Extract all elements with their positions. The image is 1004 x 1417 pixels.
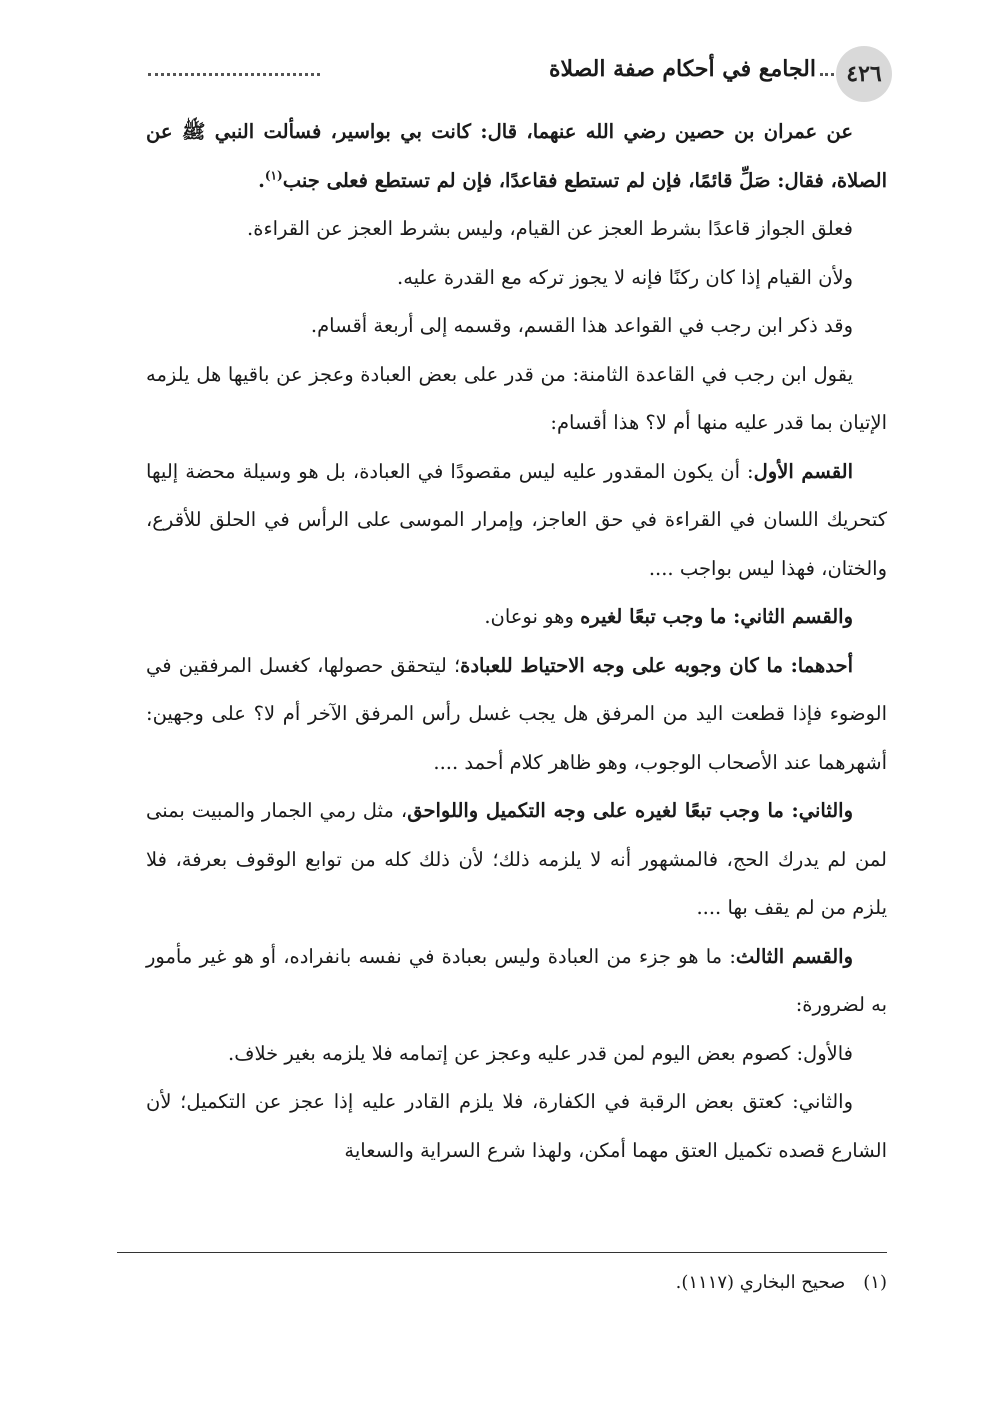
section-text: : أن يكون المقدور عليه ليس مقصودًا في العبادة، بل هو وسيلة محضة إليها كتحريك اللسان في القراءة في حق العاجز، وإمرار الموسى على الرأس في الحلق للأقرع، والختان، فهذا ليس بواجب .... <box>146 459 887 580</box>
paragraph: ولأن القيام إذا كان ركنًا فإنه لا يجوز تركه مع القدرة عليه. <box>397 265 853 289</box>
paragraph: فالأول: كصوم بعض اليوم لمن قدر عليه وعجز عن إتمامه فلا يلزمه بغير خلاف. <box>228 1041 853 1065</box>
paragraph-section-1 <box>146 448 887 594</box>
paragraph-section-2 <box>146 593 887 642</box>
paragraph-type-1 <box>146 642 887 788</box>
section-text: ، مثل رمي الجمار والمبيت بمنى لمن لم يدرك الحج، فالمشهور أنه لا يلزمه ذلك؛ لأن ذلك كله من توابع الوقوف بعرفة، فلا يلزم من لم يقف بها .... <box>146 799 887 919</box>
running-title: الجامع في أحكام صفة الصلاة <box>548 56 816 82</box>
paragraph-section-3 <box>146 933 887 1030</box>
paragraph: فعلق الجواز قاعدًا بشرط العجز عن القيام، وليس بشرط العجز عن القراءة. <box>247 217 853 240</box>
paragraph: يقول ابن رجب في القاعدة الثامنة: من قدر على بعض العبادة وعجز عن باقيها هل يلزمه الإتيان بما قدر عليه منها أم لا؟ هذا أقسام: <box>146 362 887 434</box>
page-number: ٤٢٦ <box>836 46 892 102</box>
header-dots-left <box>148 73 320 76</box>
section-text: : ما هو جزء من العبادة وليس بعبادة في نفسه بانفراده، أو هو غير مأمور به لضرورة: <box>146 944 887 1016</box>
section-heading: والقسم الثالث <box>735 944 854 968</box>
footnote-ref[interactable]: (١) <box>264 168 283 182</box>
section-heading: أحدهما: ما كان وجوبه على وجه الاحتياط للعبادة <box>460 653 854 677</box>
hadith-text: عن عمران بن حصين رضي الله عنهما، قال: كانت بي بواسير، فسألت النبي ﷺ عن الصلاة، فقال: صَلِّ قائمًا، فإن لم تستطع فقاعدًا، فإن لم تستطع فعلى جنب <box>146 120 887 192</box>
paragraph: والثاني: كعتق بعض الرقبة في الكفارة، فلا يلزم القادر عليه إذا عجز عن التكميل؛ لأن الشارع قصده تكميل العتق مهما أمكن، ولهذا شرع السراية والسعاية <box>146 1090 887 1162</box>
footnote-text: صحيح البخاري (١١١٧). <box>675 1272 846 1293</box>
section-text: ؛ ليتحقق حصولها، كغسل المرفقين في الوضوء فإذا قطعت اليد من المرفق هل يجب غسل رأس المرفق الآخر أم لا؟ على وجهين: أشهرهما عند الأصحاب الوجوب، وهو ظاهر كلام أحمد .... <box>146 653 887 774</box>
section-text: وهو نوعان. <box>484 605 581 628</box>
footnote-number: (١) <box>863 1272 887 1293</box>
footnote-separator <box>117 1252 887 1253</box>
section-heading: والثاني: ما وجب تبعًا لغيره على وجه التكميل واللواحق <box>407 799 853 822</box>
paragraph-hadith <box>146 108 887 205</box>
header-dots-right <box>820 73 834 76</box>
section-heading: والقسم الثاني: ما وجب تبعًا لغيره <box>580 605 853 628</box>
hadith-end: . <box>258 168 265 192</box>
main-text <box>146 108 887 1175</box>
paragraph-type-2 <box>146 787 887 933</box>
section-heading: القسم الأول <box>753 459 853 483</box>
footnote <box>117 1268 887 1298</box>
paragraph: وقد ذكر ابن رجب في القواعد هذا القسم، وقسمه إلى أربعة أقسام. <box>310 314 853 337</box>
